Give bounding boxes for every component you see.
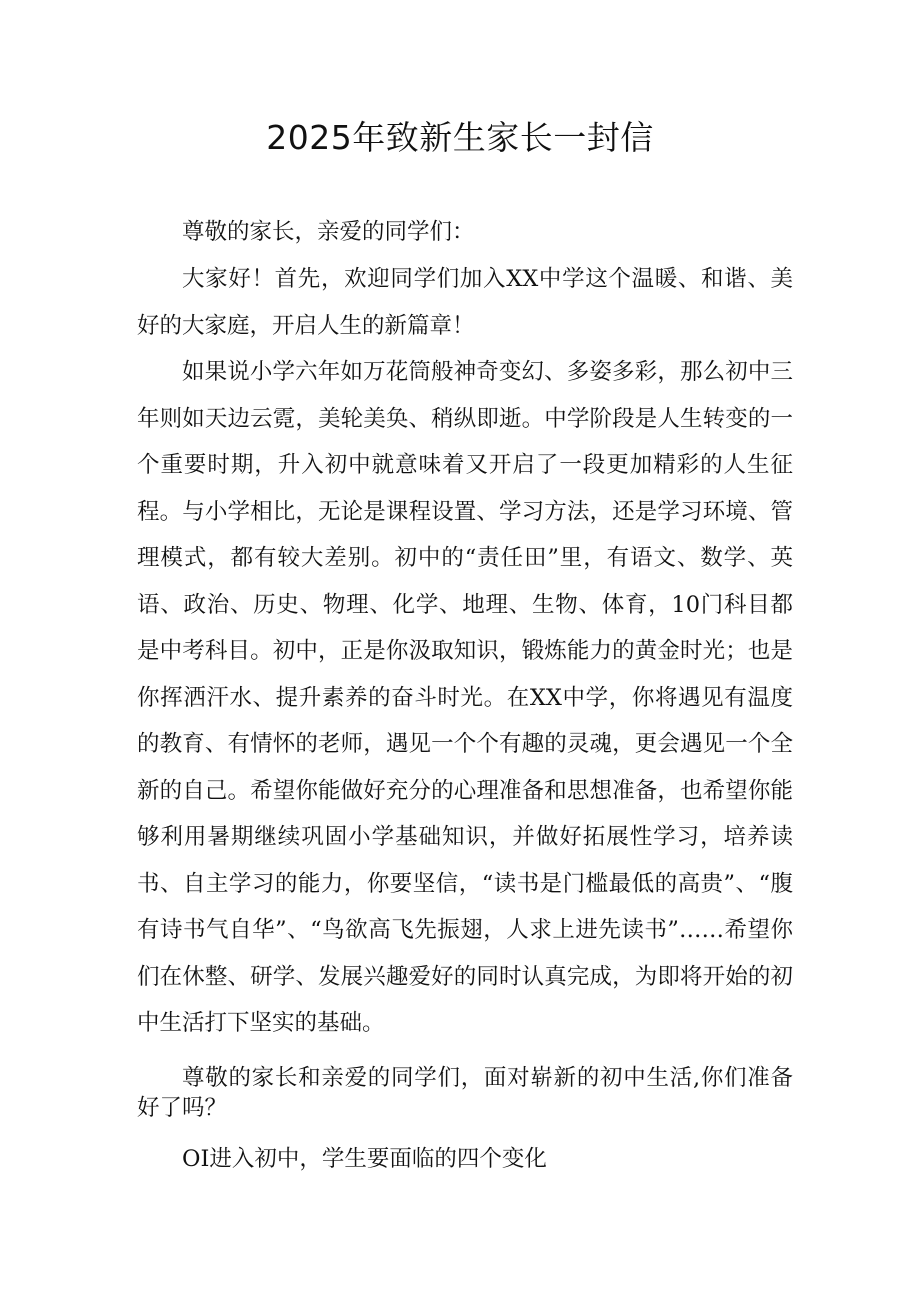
paragraph-main: 如果说小学六年如万花筒般神奇变幻、多姿多彩，那么初中三年则如天边云霓，美轮美奂、稍纵即逝。中学阶段是人生转变的一个重要时期，升入初中就意味着又开启了一段更加精彩的人生征程。与小学相比，无论是课程设置、学习方法，还是学习环境、管理模式，都有较大差别。初中的“责任田”里，有语文、数学、英语、政治、历史、物理、化学、地理、生物、体育，10门科目都是中考科目。初中，正是你汲取知识，锻炼能力的黄金时光；也是你挥洒汗水、提升素养的奋斗时光。在XX中学，你将遇见有温度的教育、有情怀的老师，遇见一个个有趣的灵魂，更会遇见一个全新的自己。希望你能做好充分的心理准备和思想准备，也希望你能够利用暑期继续巩固小学基础知识，并做好拓展性学习，培养读书、自主学习的能力，你要坚信，“读书是门槛最低的高贵”、“腹有诗书气自华”、“鸟欲高飞先振翅，人求上进先读书”……希望你们在休整、研学、发展兴趣爱好的同时认真完成，为即将开始的初中生活打下坚实的基础。 [137,359,793,1036]
section-heading: OI进入初中，学生要面临的四个变化 [182,1146,547,1172]
paragraph-question: 尊敬的家长和亲爱的同学们，面对崭新的初中生活,你们准备好了吗？ [137,1065,793,1121]
paragraph-welcome: 大家好！首先，欢迎同学们加入XX中学这个温暖、和谐、美好的大家庭，开启人生的新篇章！ [137,266,793,339]
document-title: 2025年致新生家长一封信 [266,118,654,157]
greeting-line: 尊敬的家长，亲爱的同学们： [182,219,475,245]
